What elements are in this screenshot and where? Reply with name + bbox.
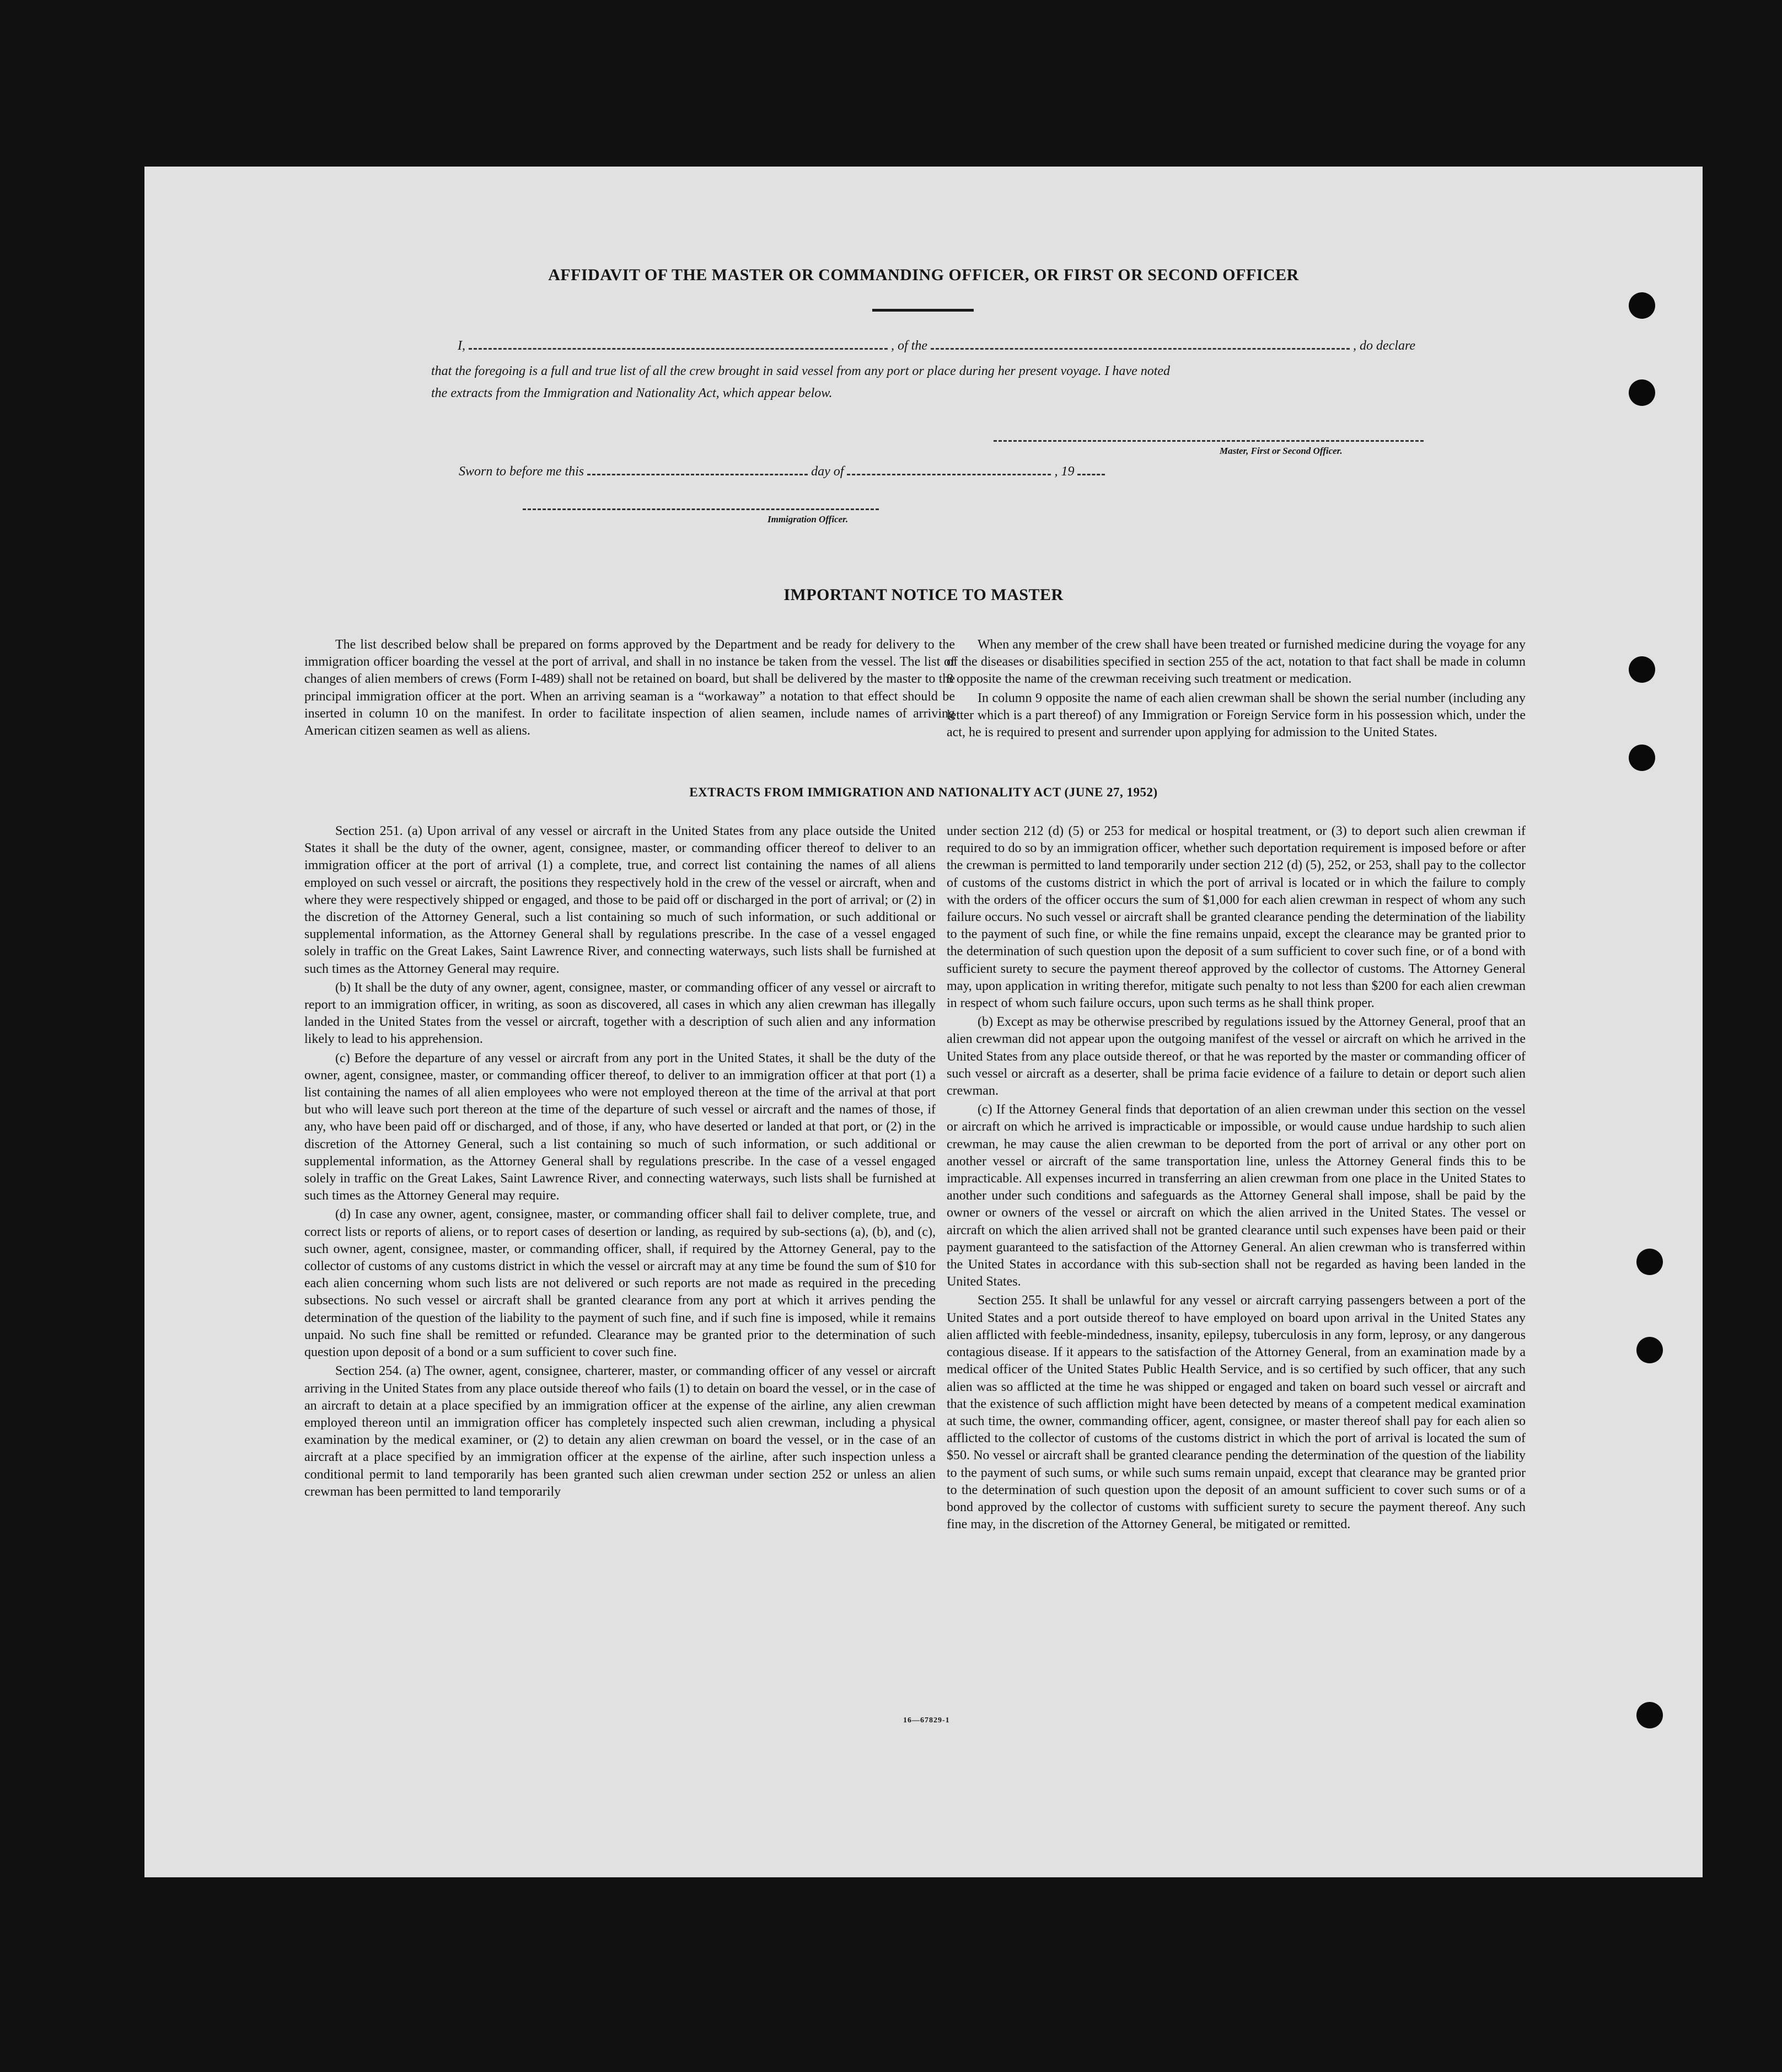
vessel-blank[interactable] [931,346,1350,350]
master-signature-line[interactable] [994,440,1424,442]
extracts-left-paragraph: (c) Before the departure of any vessel or aircraft from any port in the United States, it shall be the duty of the owner, agent, consignee, master, or commanding officer thereof, to deliver to an immigration officer at that port (1) a list containing the names of all alien employees who were not employed thereon at the time of the arrival at that port but who will leave such port thereon at the time of the departure of such vessel or aircraft and the names of those, if any, who have been paid off or discharged, and of those, if any, who have deserted or landed at that port, or (2) in the discretion of the Attorney General, such a list containing so much of such information, or such additional or supplemental information, as the Attorney General shall by regulations prescribe. In the case of a vessel engaged solely in traffic on the Great Lakes, Saint Lawrence River, and connecting waterways, such lists shall be furnished at such times as the Attorney General may require. [304,1051,936,1203]
notice-left-paragraph: The list described below shall be prepared on forms approved by the Department and be ready for delivery to the immigration officer boarding the vessel at the port of arrival, and shall in no instance be taken from the vessel. The list of changes of alien members of crews (Form I-489) shall not be retained on board, but shall be delivered by the master to the principal immigration officer at the port. When an arriving seaman is a “workaway” a notation to that effect should be inserted in column 10 on the manifest. In order to facilitate inspection of alien seamen, include names of arriving American citizen seamen as well as aliens. [304,638,955,738]
document-sheet [144,167,1703,1877]
extracts-right-paragraph: (c) If the Attorney General finds that deportation of an alien crewman under this section on the vessel or aircraft on which he arrived is impracticable or impossible, or would cause undue hardship to such alien crewman, he may cause the alien crewman to be deported from the port of arrival or any other port on another vessel or aircraft of the same transportation line, unless the Attorney General finds this to be impracticable. All expenses incurred in transferring an alien crewman from one place in the United States to another under such conditions and safeguards as the Attorney General shall impose, shall be paid by the owner or owners of the vessel or aircraft on which the alien arrived in the United States. The vessel or aircraft on which the alien arrived shall not be granted clearance until such expenses have been paid or their payment guaranteed to the satisfaction of the Attorney General. An alien crewman who is transferred within the United States in accordance with this sub-section shall not be regarded as having been landed in the United States. [947,1102,1526,1289]
extracts-left-paragraph: (d) In case any owner, agent, consignee, master, or commanding officer shall fail to deliver complete, true, and correct lists or reports of aliens, or to report cases of desertion or landing, as required by sub-sections (a), (b), and (c), such owner, agent, consignee, master, or commanding officer, shall, if required by the Attorney General, pay to the collector of customs of any customs district in which the vessel or aircraft may at any time be found the sum of $10 for each alien concerning whom such lists are not delivered or such reports are not made as required in the preceding subsections. No such vessel or aircraft shall be granted clearance from any port at which it arrives pending the determination of the question of the liability to the payment of such fine, and if such fine is imposed, while it remains unpaid. No such fine shall be remitted or refunded. Clearance may be granted prior to the determination of such question upon deposit of a bond or a sum sufficient to cover such fine. [304,1207,936,1360]
notice-right-paragraph-1: When any member of the crew shall have been treated or furnished medicine during the voyage for any of the diseases or disabilities specified in section 255 of the act, notation to that fact shall be made in column 8 opposite the name of the crewman receiving such treatment or medication. [947,638,1526,687]
officer-signature-label: Immigration Officer. [767,514,849,524]
binder-hole [1629,656,1655,683]
extracts-left-paragraph: Section 254. (a) The owner, agent, consignee, charterer, master, or commanding officer of any vessel or aircraft arriving in the United States from any place outside thereof who fails (1) to detain on board the vessel, or in the case of an aircraft to detain at a place specified by an immigration officer at the expense of the airline, any alien crewman employed thereon until an immigration officer has completely inspected such alien crewman, including a physical examination by the medical examiner, or (2) to detain any alien crewman on board the vessel, or in the case of an aircraft at a place specified by an immigration officer at the expense of the airline, after such inspection unless a conditional permit to land temporarily has been granted such alien crewman under section 252 or unless an alien crewman has been permitted to land temporarily [304,1364,936,1499]
notice-left-column [304,636,955,740]
extracts-left-paragraph: (b) It shall be the duty of any owner, agent, consignee, master, or commanding officer of any vessel or aircraft to report to an immigration officer, in writing, as soon as discovered, all cases in which any alien crewman has illegally landed in the United States from the vessel or aircraft, together with a description of such alien and any information likely to lead to his apprehension. [304,980,936,1047]
binder-hole [1629,745,1655,771]
declaration-i: I, [458,339,465,353]
sworn-day-blank[interactable] [587,472,808,475]
sworn-line [459,464,1231,479]
declaration-line-1 [458,339,1538,354]
title-rule [872,309,974,312]
form-code: 16—67829-1 [903,1716,950,1725]
binder-hole [1636,1702,1663,1728]
day-of-text: day of [811,464,844,479]
extracts-right-paragraph: Section 255. It shall be unlawful for any vessel or aircraft carrying passengers between a port of the United States and a port outside thereof to have employed on board upon arrival in the United States any alien afflicted with feeble-mindedness, insanity, epilepsy, tuberculosis in any form, leprosy, or any dangerous contagious disease. If it appears to the satisfaction of the Attorney General, from an examination made by a medical officer of the United States Public Health Service, and is so certified by such officer, that any such alien was so afflicted at the time he was shipped or engaged and taken on board such vessel or aircraft and that the existence of such affliction might have been detected by means of a competent medical examination at such time, the owner, commanding officer, agent, consignee, or master thereof shall pay for each alien so afflicted to the collector of customs of the customs district in which the port of arrival is located the sum of $50. No vessel or aircraft shall be granted clearance pending the determination of the question of the liability to the payment of such sums, or while such sums remain unpaid, except that clearance may be granted prior to the determination of such question upon the deposit of an amount sufficient to cover such sums or of a bond approved by the collector of customs with sufficient surety to secure the payment thereof. Any such fine may, in the discretion of the Attorney General, be mitigated or remitted. [947,1293,1526,1532]
binder-hole [1629,292,1655,319]
notice-right-column [947,636,1526,741]
extracts-right-column [947,823,1526,1533]
extracts-left-paragraph: Section 251. (a) Upon arrival of any vessel or aircraft in the United States from any place outside the United States it shall be the duty of the owner, agent, consignee, master, or commanding officer thereof to deliver to an immigration officer at the port of arrival (1) a complete, true, and correct list containing the names of all aliens employed on such vessel or aircraft, the positions they respectively hold in the crew of the vessel or aircraft, when and where they were respectively shipped or engaged, and those to be paid off or discharged in the port of arrival; or (2) in the discretion of the Attorney General, such a list containing so much of such information, or such additional or supplemental information, as the Attorney General shall by regulations prescribe. In the case of a vessel engaged solely in traffic on the Great Lakes, Saint Lawrence River, and connecting waterways, such lists shall be furnished at such times as the Attorney General may require. [304,824,936,976]
declaration-of-the: , of the [891,339,927,353]
declaration-line-3: the extracts from the Immigration and Nationality Act, which appear below. [431,386,833,400]
extracts-right-paragraph: under section 212 (d) (5) or 253 for medical or hospital treatment, or (3) to deport such alien crewman if required to do so by an immigration officer, whether such deportation requirement is imposed before or after the crewman is permitted to land temporarily under section 212 (d) (5), 252, or 253, shall pay to the collector of customs of the customs district in which the port of arrival is located or in which the failure to comply with the orders of the officer occurs the sum of $1,000 for each alien crewman in respect of whom any such failure occurs. No such vessel or aircraft shall be granted clearance pending the determination of the liability to the payment of such fine, or while the fine remains unpaid, except the clearance may be granted prior to the determination of such question upon the deposit of a sum sufficient to cover such fine, or of a bond with sufficient surety to secure the payment thereof approved by the collector of customs. The Attorney General may, upon application in writing therefor, mitigate such penalty to not less than $200 for each alien crewman in respect of whom such failure occurs, upon such terms as he shall think proper. [947,824,1526,1011]
binder-hole [1636,1337,1663,1363]
binder-hole [1629,379,1655,406]
extracts-right-paragraph: (b) Except as may be otherwise prescribed by regulations issued by the Attorney General, proof that an alien crewman did not appear upon the outgoing manifest of the vessel or aircraft on which he arrived in the United States from any place outside thereof, or that he was reported by the master or commanding officer of such vessel or aircraft as a deserter, shall be prima facie evidence of a failure to detain or deport such alien crewman. [947,1015,1526,1099]
declaration-line-2: that the foregoing is a full and true list of all the crew brought in said vessel from any port or place during her present voyage. I have noted [431,364,1171,378]
affidavit-title: AFFIDAVIT OF THE MASTER OR COMMANDING OFFICER, OR FIRST OR SECOND OFFICER [548,266,1299,284]
binder-hole [1636,1249,1663,1275]
name-blank[interactable] [469,346,888,350]
extracts-title: EXTRACTS FROM IMMIGRATION AND NATIONALITY ACT (JUNE 27, 1952) [689,785,1158,799]
declaration-do-declare: , do declare [1353,339,1416,353]
notice-right-paragraph-2: In column 9 opposite the name of each alien crewman shall be shown the serial number (including any letter which is a part thereof) of any Immigration or Foreign Service form in his possession which, under the act, he is required to present and surrender upon applying for admission to the United States. [947,690,1526,740]
officer-signature-line[interactable] [523,508,879,510]
year-text: , 19 [1054,464,1075,479]
sworn-month-blank[interactable] [847,472,1051,475]
master-signature-label: Master, First or Second Officer. [1220,446,1343,456]
notice-title: IMPORTANT NOTICE TO MASTER [783,586,1064,604]
extracts-left-column [304,823,936,1501]
sworn-text: Sworn to before me this [459,464,584,479]
sworn-year-blank[interactable] [1077,472,1105,475]
